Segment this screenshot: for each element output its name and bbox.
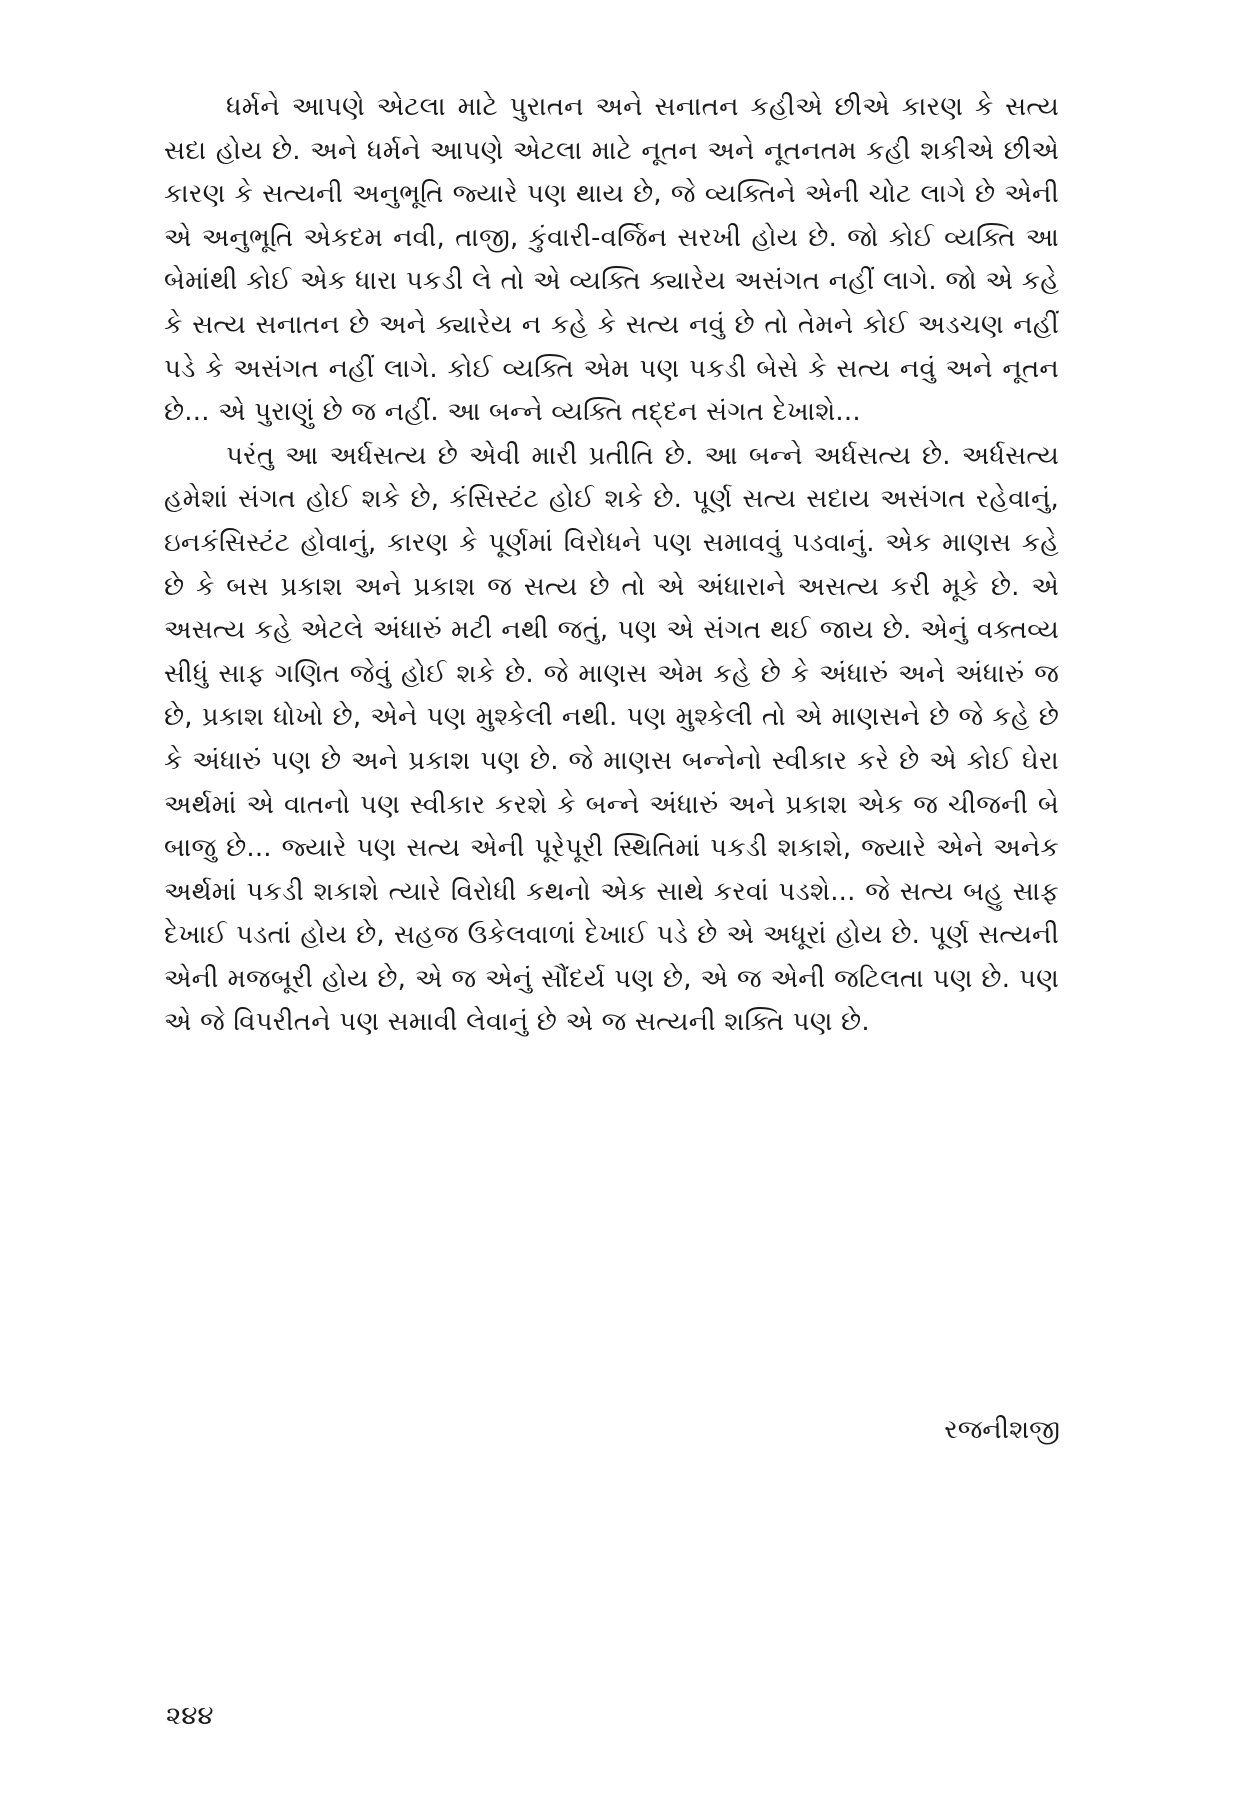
page-number: ૨૪૪	[166, 1701, 214, 1731]
paragraph-2: પરંતુ આ અર્ધસત્ય છે એવી મારી પ્રતીતિ છે. આ બન્ને અર્ધસત્ય છે. અર્ધસત્ય હમેશાં સંગત હોઈ શકે છે, કંસિસ્ટંટ હોઈ શકે છે. પૂર્ણ સત્ય સદાય અસંગત રહેવાનું, ઇનકંસિસ્ટંટ હોવાનું, કારણ કે પૂર્ણમાં વિરોધને પણ સમાવવું પડવાનું. એક માણસ કહે છે કે બસ પ્રકાશ અને પ્રકાશ જ સત્ય છે તો એ અંધારાને અસત્ય કરી મૂકે છે. એ અસત્ય કહે એટલે અંધારું મટી નથી જતું, પણ એ સંગત થઈ જાય છે. એનું વક્તવ્ય સીધું સાફ ગણિત જેવું હોઈ શકે છે. જે માણસ એમ કહે છે કે અંધારું અને અંધારું જ છે, પ્રકાશ ધોખો છે, એને પણ મુશ્કેલી નથી. પણ મુશ્કેલી તો એ માણસને છે જે કહે છે કે અંધારું પણ છે અને પ્રકાશ પણ છે. જે માણસ બન્નેનો સ્વીકાર કરે છે એ કોઈ ઘેરા અર્થમાં એ વાતનો પણ સ્વીકાર કરશે કે બન્ને અંધારું અને પ્રકાશ એક જ ચીજની બે બાજુ છે... જ્યારે પણ સત્ય એની પૂરેપૂરી સ્થિતિમાં પકડી શકાશે, જ્યારે એને અનેક અર્થમાં પકડી શકાશે ત્યારે વિરોધી કથનો એક સાથે કરવાં પડશે... જે સત્ય બહુ સાફ દેખાઈ પડતાં હોય છે, સહજ ઉકેલવાળાં દેખાઈ પડે છે એ અધૂરાં હોય છે. પૂર્ણ સત્યની એની મજબૂરી હોય છે, એ જ એનું સૌંદર્ય પણ છે, એ જ એની જટિલતા પણ છે. પણ એ જે વિપરીતને પણ સમાવી લેવાનું છે એ જ સત્યની શક્તિ પણ છે.	[164, 440, 1059, 1038]
paragraph-1: ધર્મને આપણે એટલા માટે પુરાતન અને સનાતન કહીએ છીએ કારણ કે સત્ય સદા હોય છે. અને ધર્મને આપણે એટલા માટે નૂતન અને નૂતનતમ કહી શકીએ છીએ કારણ કે સત્યની અનુભૂતિ જ્યારે પણ થાય છે, જે વ્યક્તિને એની ચોટ લાગે છે એની એ અનુભૂતિ એકદમ નવી, તાજી, કુંવારી-વર્જિન સરખી હોય છે. જો કોઈ વ્યક્તિ આ બેમાંથી કોઈ એક ધારા પકડી લે તો એ વ્યક્તિ ક્યારેય અસંગત નહીં લાગે. જો એ કહે કે સત્ય સનાતન છે અને ક્યારેય ન કહે કે સત્ય નવું છે તો તેમને કોઈ અડચણ નહીં પડે કે અસંગત નહીં લાગે. કોઈ વ્યક્તિ એમ પણ પકડી બેસે કે સત્ય નવું અને નૂતન છે... એ પુરાણું છે જ નહીં. આ બન્ને વ્યક્તિ તદ્દન સંગત દેખાશે...	[164, 92, 1059, 428]
body-text	[164, 86, 1059, 1045]
author-signature: રજનીશજી	[944, 1415, 1060, 1445]
